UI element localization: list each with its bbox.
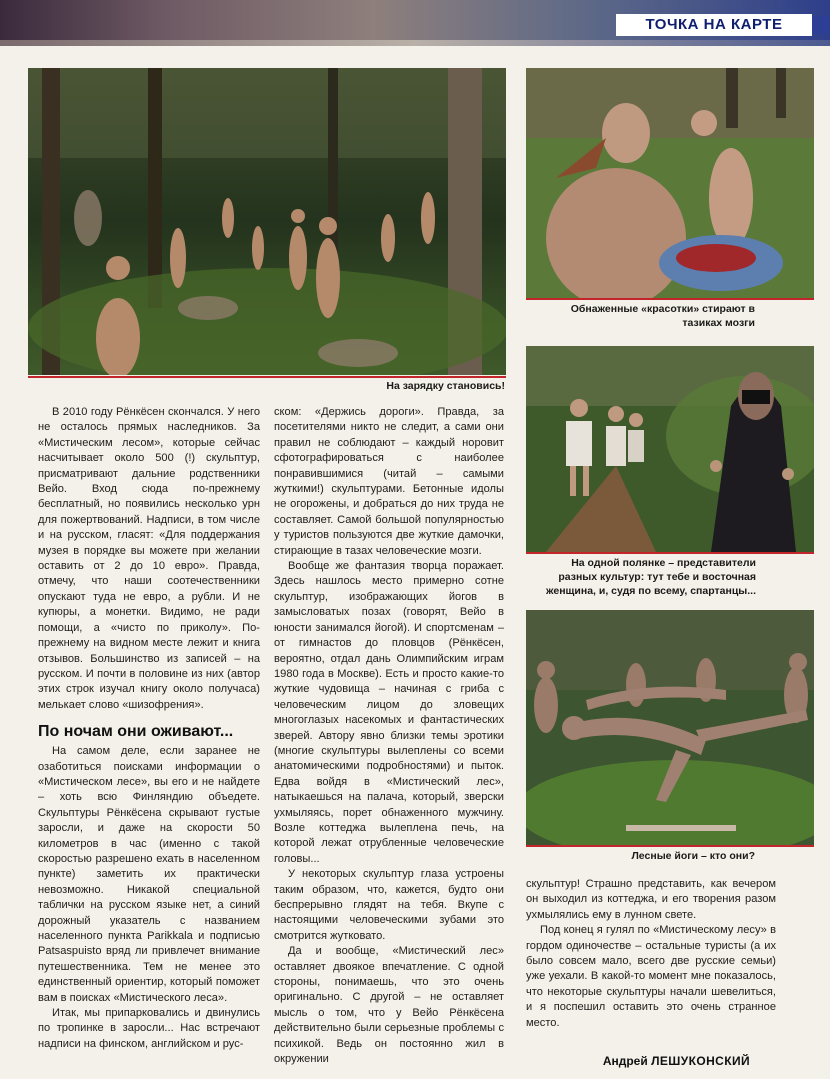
photo-forest-sculptures (28, 68, 506, 375)
photo-cultures (526, 346, 814, 552)
photo-forest-yogis (526, 610, 814, 845)
photo-caption: Лесные йоги – кто они? (631, 850, 755, 862)
section-rubric: ТОЧКА НА КАРТЕ (616, 14, 812, 36)
article-subheading: По ночам они оживают... (38, 723, 234, 741)
article-paragraph: Да и вообще, «Мистический лес» оставляет двоякое впечатление. С одной стороны, понимаешь, что это очень оригинально. С другой – не оставляет мысль о том, что у Вейо Рёнкёсена действительно были серьезные проблемы с психикой. Ведь он постоянно жил в окружении (274, 945, 504, 1066)
article-paragraph: У некоторых скульптур глаза устроены таким образом, что, кажется, будто они беспрерывно глядят на тебя. Вкупе с настоящими человеческими зубами это смотрится жутковато. (274, 868, 504, 942)
author-byline (603, 1054, 750, 1068)
article-paragraph: ском: «Держись дороги». Правда, за посетителями никто не следит, а сами они правил не соблюдают – каждый норовит сфотографироваться с наиболее понравившимися (читай – самыми жуткими!) скульптурами. Бетонные идолы не огорожены, и добраться до них труда не составляет. Самой большой популярностью у туристов пользуются две жуткие дамочки, стирающие в тазах человеческие мозги. (274, 406, 504, 557)
photo-caption: Обнаженные «красотки» стирают в тазиках мозги (570, 303, 755, 329)
photo-divider (526, 298, 814, 300)
photo-divider (526, 845, 814, 847)
article-paragraph: Под конец я гулял по «Мистическому лесу» в гордом одиночестве – остальные туристы (а их было совсем мало, всего две русские семьи) уже уехали. В какой-то момент мне показалось, что некоторые скульптуры начали шевелиться, и я поспешил оставить это очень странное место. (526, 924, 776, 1029)
photo-caption: На одной полянке – представители разных культур: тут тебе и восточная женщина, и, судя по всему, спартанцы... (546, 557, 756, 597)
article-paragraph: На самом деле, если заранее не озаботиться поисками информации о «Мистическом лесе», вы его и не найдете – хоть всю Финляндию объедете. Скульптуры Рёнкёсена скрывают густые заросли, и даже на скорости 50 километров в час (именно с такой скоростью разрешено ехать в населенном пункте) заметить их практически невозможно. Никакой специальной таблички на русском языке нет, а синий дорожный указатель с названием населенного пункта Parikkala и подписью Patsaspuisto вряд ли привлечет внимание путешественника. Тем не менее это единственный ориентир, который поможет вам в поисках «Мистического леса». (38, 745, 260, 1004)
article-paragraph: скульптур! Страшно представить, как вечером он выходил из коттеджа, и его творения разом ухмылялись ему в лунном свете. (526, 878, 776, 921)
article-paragraph: В 2010 году Рёнкёсен скончался. У него не осталось прямых наследников. За «Мистическим лесом», которые сейчас насчитывает около 500 (!) скульптур, присматривают дальние родственники Вейо. Вход сюда по-прежнему бесплатный, но появились несколько урн для пожертвований. Надписи, в том числе и на русском, гласят: «Для поддержания музея в порядке вы можете при желании оставить от 2 до 10 евро». Правда, отмечу, что наши соотечественники опускают туда не евро, а рубли. И не купюры, а монетки. Видимо, не ради помощи, а «чисто по приколу». По-прежнему на видном месте лежит и книга отзывов. Большинство из записей – на русском. И почти в половине из них (автор этих строк изучал книгу около получаса) мелькает слово «шизофрения». (38, 406, 260, 711)
article-column-2 (274, 405, 504, 1067)
article-column-3 (526, 877, 776, 1031)
article-column-1 (38, 405, 260, 1052)
article-paragraph: Вообще же фантазия творца поражает. Здесь нашлось место примерно сотне скульптур, изображающих йогов в замысловатых позах (говорят, Вейо в юности занимался йогой). И спортсменам – от гимнастов до пловцов (Рёнкёсен, вероятно, отдал дань Олимпийским играм 1980 года в Москве). Есть и просто какие-то жуткие чудовища – начиная с гриба с человеческим лицом до зловещих многоглазых насекомых и фантастических зверей. Автору явно близки темы эротики (многие скульптуры вылеплены со всеми анатомическими подробностями) и пыток. Едва войдя в «Мистический лес», натыкаешься на палача, который, зверски ухмыляясь, порет обнаженного мужчину. Возле коттеджа вылеплена печь, на которой лежат отрубленные человеческие головы... (274, 560, 504, 865)
rubric-accent-bar (812, 16, 830, 34)
photo-divider (526, 552, 814, 554)
photo-caption: На зарядку становись! (386, 380, 505, 392)
article-paragraph: Итак, мы припарковались и двинулись по тропинке в заросли... Нас встречают надписи на финском, английском и рус- (38, 1007, 260, 1050)
author-last-name: ЛЕШУКОНСКИЙ (651, 1054, 750, 1068)
header-strip (0, 40, 830, 46)
photo-women-basin (526, 68, 814, 298)
photo-divider (28, 376, 506, 378)
author-first-name: Андрей (602, 1054, 648, 1068)
